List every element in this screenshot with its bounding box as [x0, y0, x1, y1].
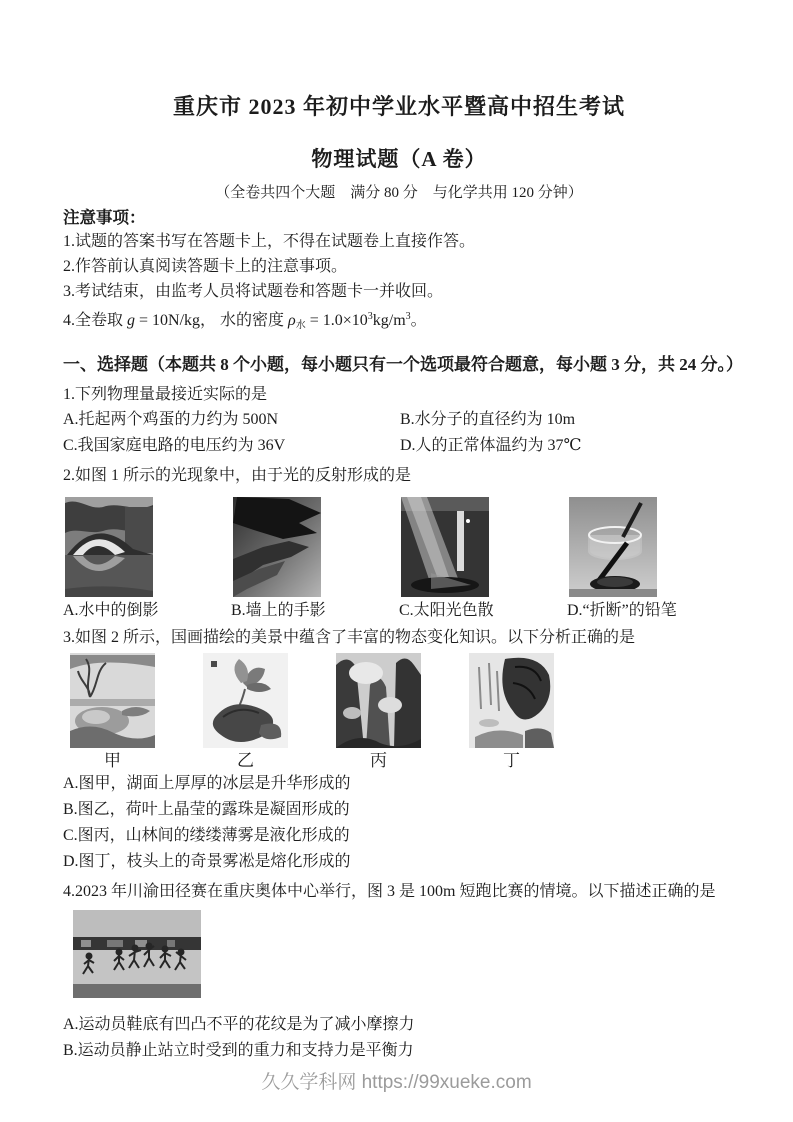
- q3-label-ding: 丁: [503, 751, 520, 770]
- formula-prefix: 4.全卷取: [63, 312, 128, 329]
- formula-g-symbol: g: [127, 312, 136, 329]
- formula-rho-subscript: 水: [295, 320, 306, 331]
- notice-item-1: 1.试题的答案书写在答题卡上，不得在试题卷上直接作答。: [63, 233, 476, 250]
- notice-item-4: [63, 304, 735, 338]
- q1-option-c: C.我国家庭电路的电压约为 36V: [63, 437, 286, 454]
- q1-option-b: B.水分子的直径约为 10m: [400, 411, 576, 428]
- q3-option-a: A.图甲，湖面上厚厚的冰层是升华形成的: [63, 775, 351, 792]
- q4-option-a: A.运动员鞋底有凹凸不平的花纹是为了减小摩擦力: [63, 1016, 415, 1033]
- q2-caption-b: B.墙上的手影: [231, 602, 326, 619]
- notice-item-2: 2.作答前认真阅读答题卡上的注意事项。: [63, 258, 348, 275]
- q3-label-bing: 丙: [370, 751, 387, 770]
- q3-stem: 3.如图 2 所示，国画描绘的美景中蕴含了丰富的物态变化知识。以下分析正确的是: [63, 629, 636, 646]
- ink-painting-misty-mountains: [336, 653, 421, 748]
- sunlight-dispersion-photo: [401, 497, 489, 597]
- notice-item-3: 3.考试结束，由监考人员将试题卷和答题卡一并收回。: [63, 283, 444, 300]
- q2-figure-a: [63, 497, 231, 621]
- q2-caption-a: A.水中的倒影: [63, 602, 159, 619]
- page-title: 重庆市 2023 年初中学业水平暨高中招生考试: [172, 94, 625, 119]
- q2-caption-c: C.太阳光色散: [399, 602, 494, 619]
- q1-option-a: A.托起两个鸡蛋的力约为 500N: [63, 411, 279, 428]
- q4-option-b: B.运动员静止站立时受到的重力和支持力是平衡力: [63, 1042, 414, 1059]
- q4-stem: 4.2023 年川渝田径赛在重庆奥体中心举行，图 3 是 100m 短跑比赛的情境。以下描述正确的是: [63, 883, 716, 900]
- q3-label-jia: 甲: [104, 751, 121, 770]
- q1-options: [63, 407, 735, 459]
- q2-figure-row: [63, 497, 735, 621]
- q3-option-c: C.图丙，山林间的缕缕薄雾是液化形成的: [63, 827, 350, 844]
- q2-stem: 2.如图 1 所示的光现象中，由于光的反射形成的是: [63, 467, 412, 484]
- footer-watermark: 久久学科网 https://99xueke.com: [261, 1072, 532, 1093]
- q3-option-b: B.图乙，荷叶上晶莹的露珠是凝固形成的: [63, 801, 350, 818]
- hand-shadow-photo: [233, 497, 321, 597]
- formula-mid2: = 1.0×10: [305, 312, 368, 329]
- page-subtitle: 物理试题（A 卷）: [311, 147, 487, 171]
- q3-figure-jia: [63, 653, 196, 771]
- notice-heading: 注意事项：: [63, 208, 146, 227]
- formula-rho-symbol: ρ: [288, 312, 296, 329]
- exam-meta-line: （全卷共四个大题 满分 80 分 与化学共用 120 分钟）: [215, 185, 583, 201]
- q2-figure-c: [399, 497, 567, 621]
- q3-option-d: D.图丁，枝头上的奇景雾凇是熔化形成的: [63, 853, 351, 870]
- formula-end: 。: [410, 312, 427, 329]
- section-1-heading: 一、选择题（本题共 8 个小题，每小题只有一个选项最符合题意，每小题 3 分，共 24 分。）: [63, 355, 743, 374]
- q3-figure-row: [63, 653, 735, 771]
- q3-figure-bing: [329, 653, 462, 771]
- q1-stem: 1.下列物理量最接近实际的是: [63, 386, 268, 403]
- formula-unit-exponent: 3: [405, 311, 411, 322]
- q2-figure-d: [567, 497, 735, 621]
- sprint-race-photo: [73, 910, 201, 998]
- q2-caption-d: D.“折断”的铅笔: [567, 602, 677, 619]
- q3-label-yi: 乙: [237, 751, 254, 770]
- bent-pencil-photo: [569, 497, 657, 597]
- bridge-reflection-photo: [65, 497, 153, 597]
- formula-unit: kg/m: [372, 312, 406, 329]
- formula-exponent: 3: [367, 311, 373, 322]
- q3-figure-ding: [462, 653, 595, 771]
- q2-figure-b: [231, 497, 399, 621]
- ink-painting-rime-trees: [469, 653, 554, 748]
- formula-mid1: = 10N/kg， 水的密度: [135, 312, 289, 329]
- ink-painting-lotus: [203, 653, 288, 748]
- q1-option-d: D.人的正常体温约为 37℃: [400, 437, 582, 454]
- q3-figure-yi: [196, 653, 329, 771]
- ink-painting-frozen-lake: [70, 653, 155, 748]
